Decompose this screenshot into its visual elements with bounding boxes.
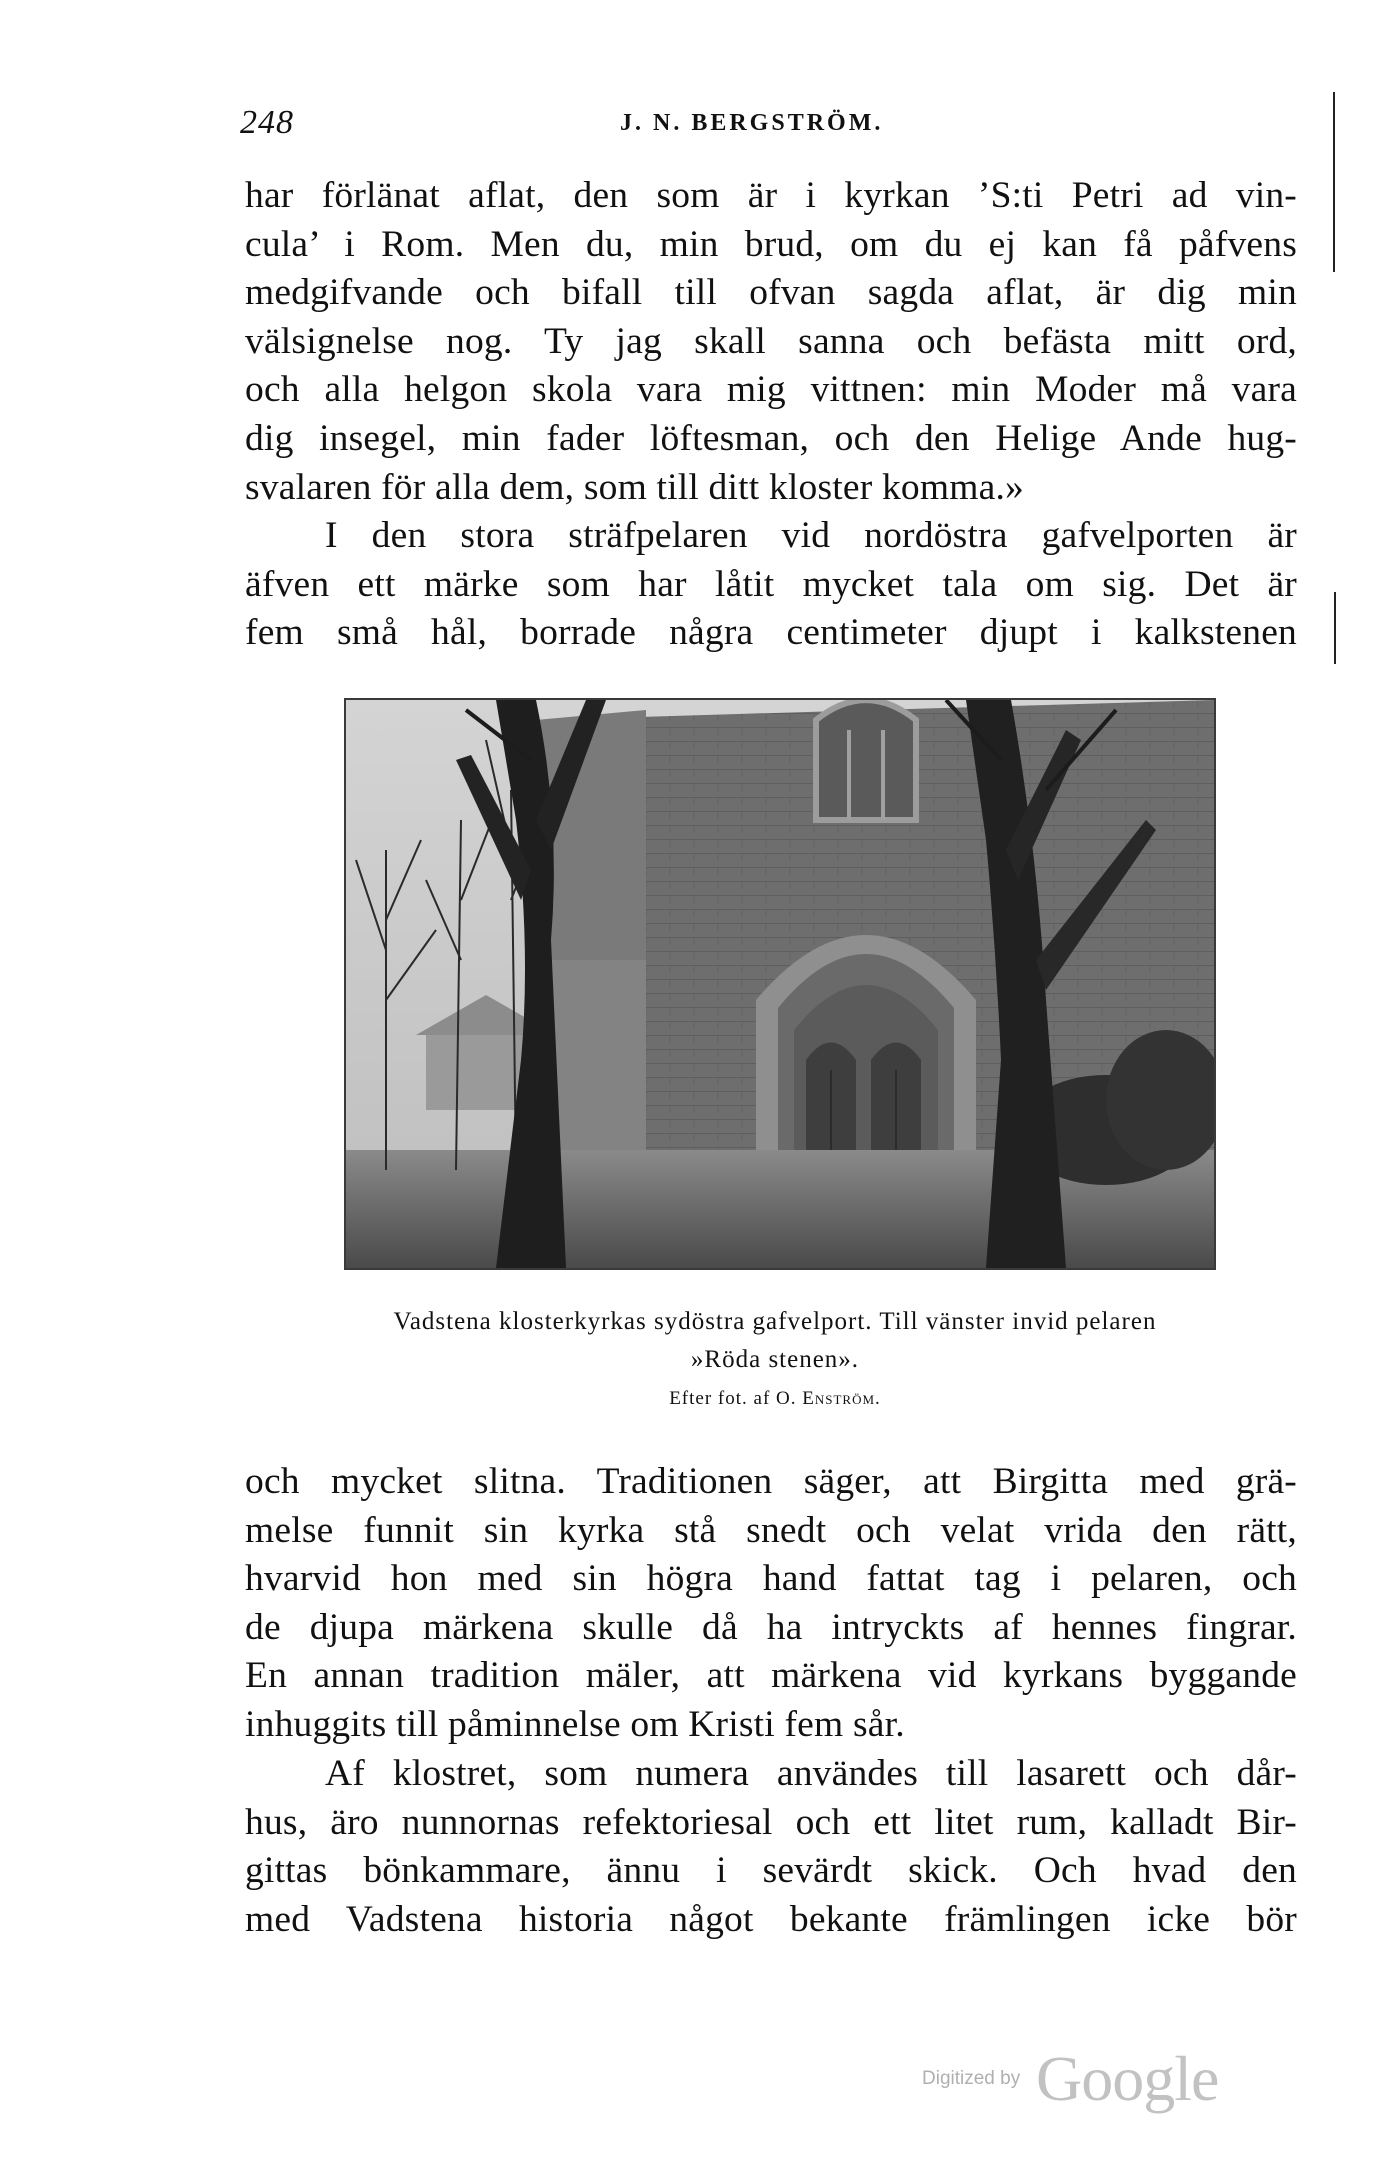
text-line: hus, äro nunnornas refektoriesal och ett litet rum, kalladt Bir- [245, 1801, 1297, 1843]
text-line: med Vadstena historia något bekante främlingen icke bör [245, 1898, 1297, 1940]
paragraph-1 [245, 172, 1297, 512]
text-line: välsignelse nog. Ty jag skall sanna och befästa mitt ord, [245, 320, 1297, 362]
paragraph-4 [245, 1750, 1297, 1944]
running-head: J. N. BERGSTRÖM. [620, 110, 884, 136]
page-header [240, 104, 1320, 144]
watermark-prefix: Digitized by [922, 2068, 1021, 2089]
text-line: har förlänat aflat, den som är i kyrkan ’S:ti Petri ad vin- [245, 175, 1297, 216]
church-photograph [344, 698, 1216, 1270]
text-line: äfven ett märke som har låtit mycket tala om sig. Det är [245, 563, 1297, 605]
page-number: 248 [240, 104, 294, 141]
text-line: gittas bönkammare, ännu i sevärdt skick. Och hvad den [245, 1850, 1297, 1892]
scan-mark [1334, 592, 1336, 664]
text-line: Af klostret, som numera användes till lasarett och dår- [325, 1753, 1297, 1794]
text-line: cula’ i Rom. Men du, min brud, om du ej kan få påfvens [245, 223, 1297, 265]
google-logo: Google [1036, 2043, 1219, 2114]
photo-credit [250, 1388, 1300, 1410]
paragraph-2 [245, 512, 1297, 658]
text-line: En annan tradition mäler, att märkena vid kyrkans byggande [245, 1655, 1297, 1697]
photo-credit-prefix: Efter fot. af O. [669, 1388, 803, 1409]
text-line: och mycket slitna. Traditionen säger, att Birgitta med grä- [245, 1461, 1297, 1502]
figure-caption: Vadstena klosterkyrkas sydöstra gafvelport. Till vänster invid pelaren [393, 1308, 1157, 1335]
text-line: medgifvande och bifall till ofvan sagda aflat, är dig min [245, 272, 1297, 314]
text-line: och alla helgon skola vara mig vittnen: min Moder må vara [245, 369, 1297, 411]
text-line: fem små hål, borrade några centimeter djupt i kalkstenen [245, 612, 1297, 654]
text-line: dig insegel, min fader löftesman, och den Helige Ande hug- [245, 417, 1297, 459]
photographer-name: Enström. [802, 1388, 881, 1409]
text-line: I den stora sträfpelaren vid nordöstra gafvelporten är [325, 515, 1297, 556]
text-line: inhuggits till påminnelse om Kristi fem sår. [245, 1703, 905, 1745]
scan-mark [1333, 92, 1335, 272]
text-line: de djupa märkena skulle då ha intryckts af hennes fingrar. [245, 1606, 1297, 1648]
text-line: hvarvid hon med sin högra hand fattat tag i pelaren, och [245, 1558, 1297, 1600]
paragraph-3 [245, 1458, 1297, 1750]
text-line: melse funnit sin kyrka stå snedt och velat vrida den rätt, [245, 1509, 1297, 1551]
church-gate-image [346, 700, 1214, 1268]
text-line: svalaren för alla dem, som till ditt kloster komma.» [245, 466, 1024, 508]
figure-caption-line-2: »Röda stenen». [690, 1346, 860, 1373]
